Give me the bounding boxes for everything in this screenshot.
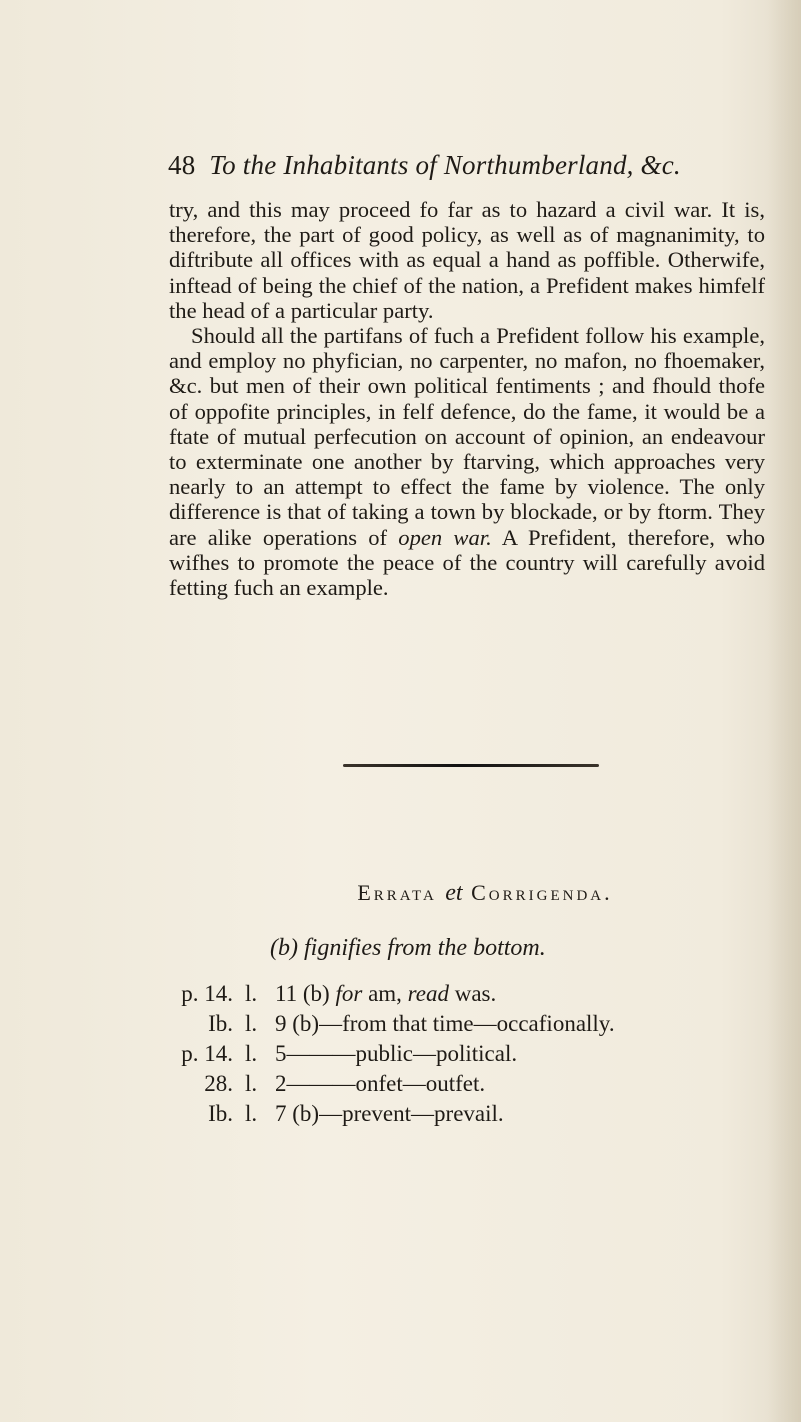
errata-detail-italic-for: for: [335, 981, 363, 1006]
errata-list: [175, 979, 775, 1129]
running-header: [168, 150, 768, 181]
errata-detail: [275, 979, 775, 1009]
errata-detail-italic-read: read: [407, 981, 449, 1006]
errata-line-abbr: l.: [245, 1011, 258, 1036]
errata-line-abbr: l.: [245, 1101, 258, 1126]
errata-detail-suffix: was.: [454, 981, 497, 1006]
paragraph-2-emphasis: open war.: [398, 524, 492, 550]
errata-detail: 2———onfet—outfet.: [275, 1071, 486, 1096]
errata-title-word-2: Corrigenda.: [471, 880, 613, 905]
section-divider-rule: [343, 764, 599, 767]
errata-detail-mid: am,: [368, 981, 402, 1006]
paragraph-2-text-b: A Prefident, therefore, who wifhes to promote the peace of the country will carefully avoid fetting fuch an example.: [169, 524, 766, 601]
page-edge-shadow: [767, 0, 801, 1422]
errata-entry: [175, 1069, 775, 1099]
errata-entry: [175, 1099, 775, 1129]
errata-entry: [175, 1009, 775, 1039]
errata-title-word-1: Errata: [357, 880, 437, 905]
errata-page: p. 14.: [181, 1041, 233, 1066]
errata-detail-prefix: 11 (b): [275, 981, 330, 1006]
errata-line-abbr: l.: [245, 1041, 258, 1066]
paragraph-2-text-a: Should all the partifans of fuch a Prefident follow his example, and employ no phyfician, no carpenter, no mafon, no fhoemaker, &c. but men of their own political fentiments ; and fhould thofe of oppofite principles, in felf defence, do the fame, it would be a ftate of mutual perfecution on account of opinion, an endeavour to exterminate one another by ftarving, which approaches very nearly to an attempt to effect the fame by violence. The only difference is that of taking a town by blockade, or by ftorm. They are alike operations of: [169, 323, 765, 550]
errata-page: Ib.: [208, 1011, 233, 1036]
errata-page: Ib.: [208, 1101, 233, 1126]
body-text: [169, 197, 765, 600]
paragraph-1: try, and this may proceed fo far as to hazard a civil war. It is, therefore, the part of good policy, as well as of magnanimity, to diftribute all offices with as equal a hand as poffible. Otherwife, inftead of being the chief of the nation, a Prefident makes himfelf the head of a particular party.: [169, 197, 765, 323]
page-number: 48: [168, 150, 196, 180]
errata-title-connector: et: [445, 880, 463, 906]
running-title: To the Inhabitants of Northumberland, &c.: [209, 150, 681, 180]
errata-entry: [175, 979, 775, 1009]
errata-note: (b) fignifies from the bottom.: [270, 935, 546, 961]
errata-page: p. 14.: [181, 981, 233, 1006]
errata-page: 28.: [204, 1071, 233, 1096]
errata-line-abbr: l.: [245, 1071, 258, 1096]
errata-heading: [225, 880, 745, 907]
paragraph-2: [169, 323, 765, 600]
errata-entry: [175, 1039, 775, 1069]
errata-line-abbr: l.: [245, 981, 258, 1006]
errata-detail: 7 (b)—prevent—prevail.: [275, 1101, 504, 1126]
errata-detail: 9 (b)—from that time—occafionally.: [275, 1011, 615, 1036]
errata-detail: 5———public—political.: [275, 1041, 518, 1066]
